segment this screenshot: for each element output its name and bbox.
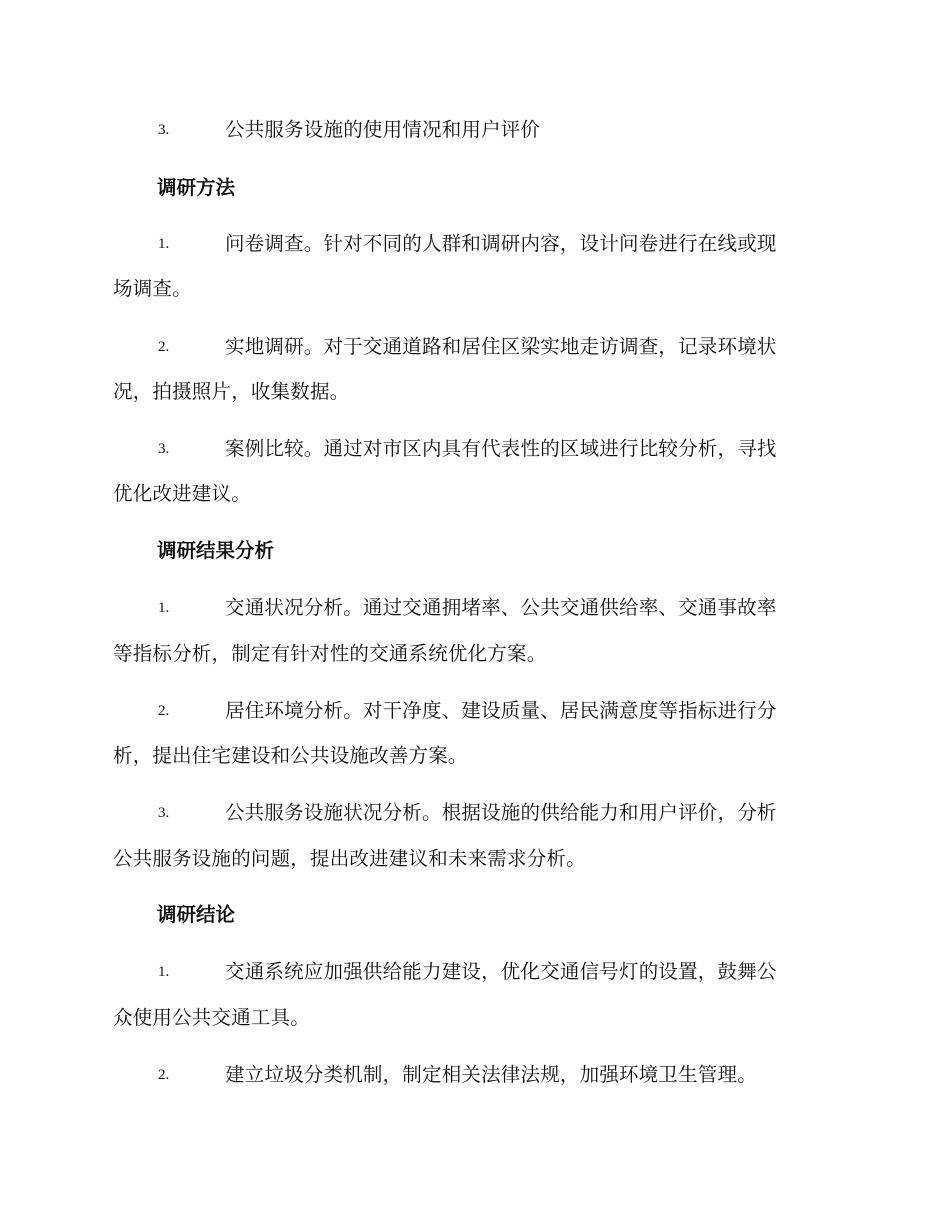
list-number: 2. — [158, 1067, 170, 1083]
list-number: 3. — [158, 122, 170, 138]
list-number: 1. — [158, 600, 170, 616]
list-item-text: 案例比较。通过对市区内具有代表性的区域进行比较分析，寻找 — [225, 437, 777, 460]
list-number: 1. — [158, 236, 170, 252]
list-item-text: 交通系统应加强供给能力建设，优化交通信号灯的设置，鼓舞公 — [225, 960, 777, 983]
list-item-text-continued: 场调查。 — [113, 277, 192, 300]
section-heading-results: 调研结果分析 — [157, 539, 275, 562]
list-item-text: 公共服务设施的使用情况和用户评价 — [225, 118, 541, 141]
list-item-text-continued: 公共服务设施的问题，提出改进建议和未来需求分析。 — [113, 847, 586, 870]
list-item-text: 居住环境分析。对干净度、建设质量、居民满意度等指标进行分 — [225, 699, 777, 722]
list-item-text-continued: 析，提出住宅建设和公共设施改善方案。 — [113, 744, 468, 767]
section-heading-conclusions: 调研结论 — [157, 903, 236, 926]
list-number: 3. — [158, 441, 170, 457]
list-item-text: 交通状况分析。通过交通拥堵率、公共交通供给率、交通事故率 — [225, 596, 777, 619]
section-heading-methods: 调研方法 — [157, 176, 236, 199]
list-number: 2. — [158, 339, 170, 355]
list-number: 2. — [158, 703, 170, 719]
list-item-text-continued: 况，拍摄照片，收集数据。 — [113, 380, 350, 403]
list-item-text-continued: 等指标分析，制定有针对性的交通系统优化方案。 — [113, 642, 547, 665]
list-item-text-continued: 众使用公共交通工具。 — [113, 1006, 311, 1029]
list-item-text: 实地调研。对于交通道路和居住区梁实地走访调查，记录环境状 — [225, 335, 777, 358]
list-item-text: 公共服务设施状况分析。根据设施的供给能力和用户评价，分析 — [225, 801, 777, 824]
list-number: 3. — [158, 805, 170, 821]
list-item-text: 问卷调查。针对不同的人群和调研内容，设计问卷进行在线或现 — [225, 232, 777, 255]
list-number: 1. — [158, 964, 170, 980]
list-item-text: 建立垃圾分类机制，制定相关法律法规，加强环境卫生管理。 — [225, 1063, 757, 1086]
list-item-text-continued: 优化改进建议。 — [113, 482, 251, 505]
